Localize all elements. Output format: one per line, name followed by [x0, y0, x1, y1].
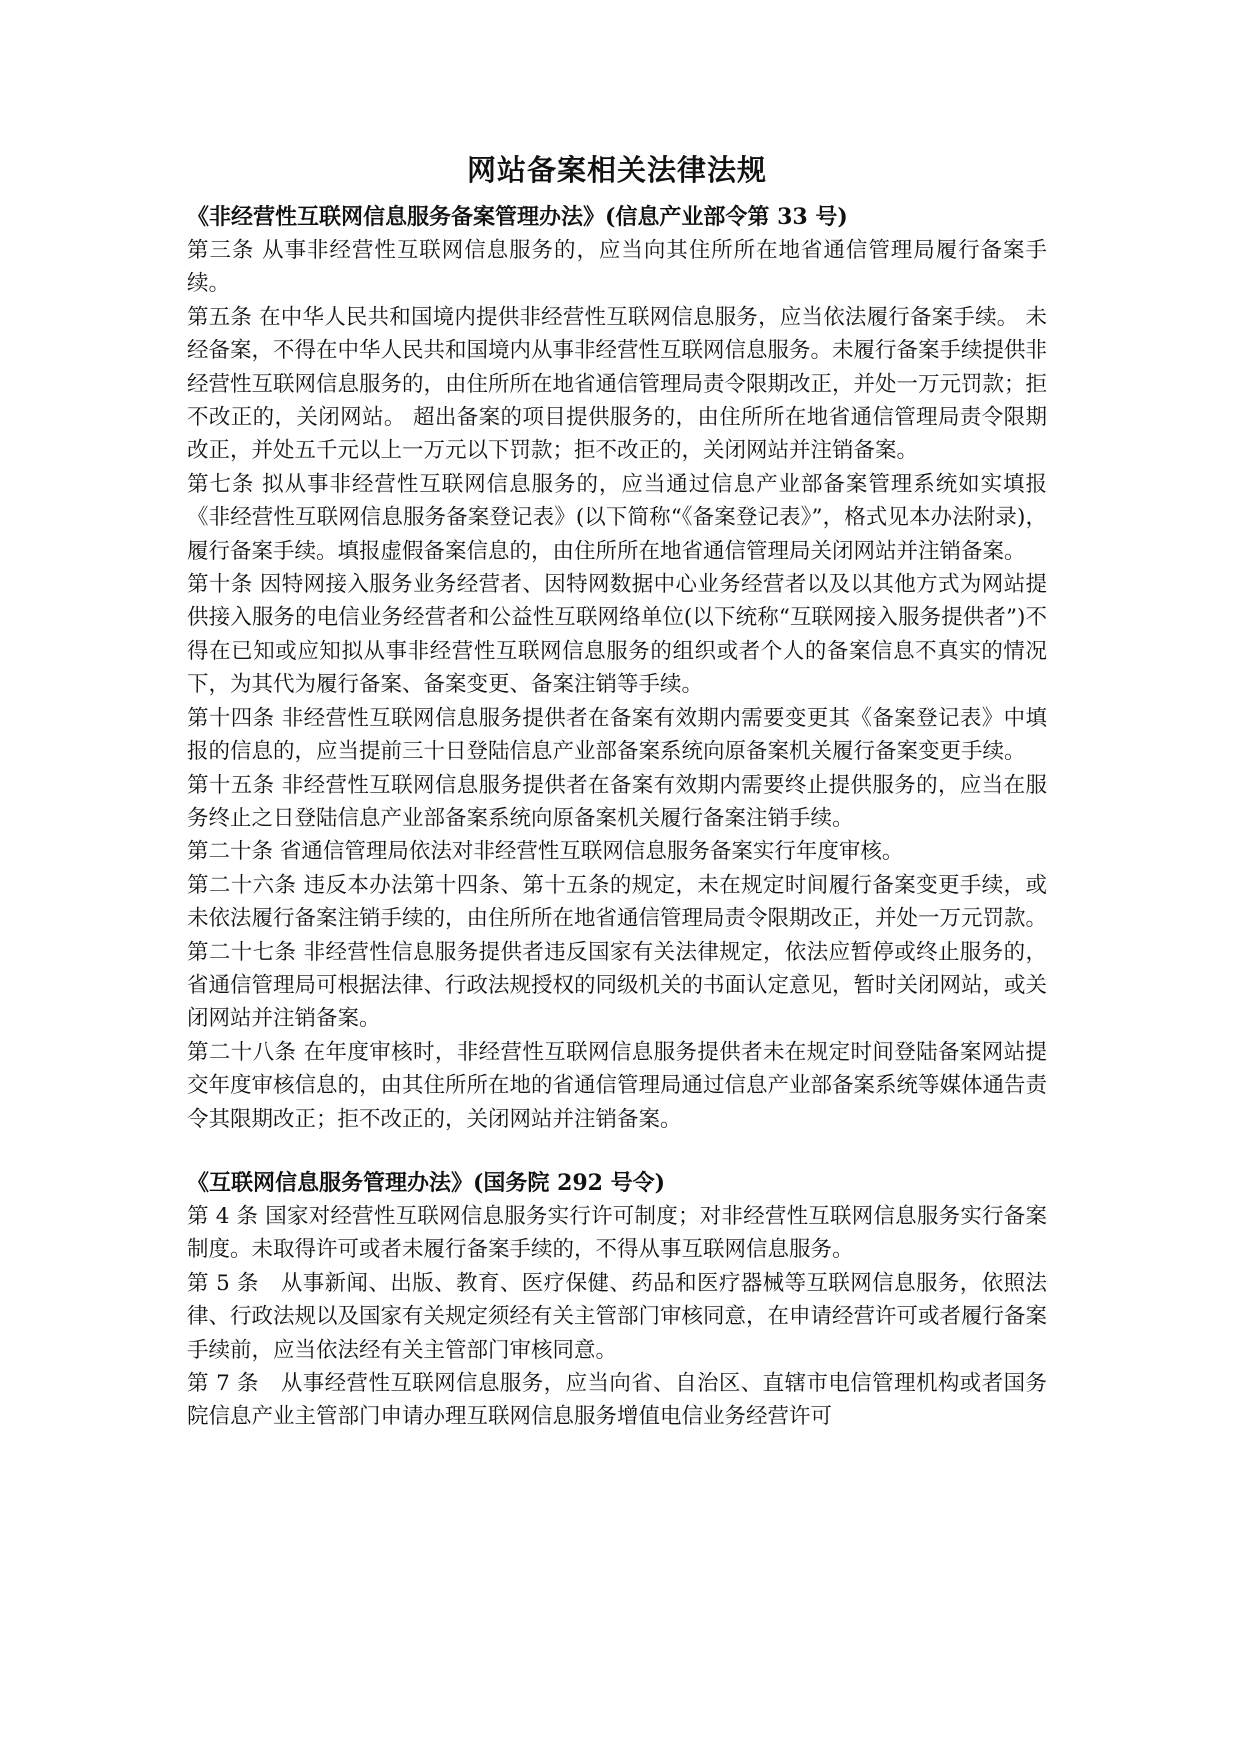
section-heading: 《互联网信息服务管理办法》(国务院 292 号令) [187, 1169, 666, 1196]
article-27: 第二十七条 非经营性信息服务提供者违反国家有关法律规定，依法应暂停或终止服务的，省通信管理局可根据法律、行政法规授权的同级机关的书面认定意见，暂时关闭网站，或关闭网站并注销备案。 [187, 939, 1048, 1032]
document-page [187, 150, 1047, 1434]
section-filing-measures [187, 200, 1047, 1136]
section-heading: 《非经营性互联网信息服务备案管理办法》(信息产业部令第 33 号) [187, 204, 848, 230]
article-4: 第 4 条 国家对经营性互联网信息服务实行许可制度；对非经营性互联网信息服务实行备案制度。未取得许可或者未履行备案手续的，不得从事互联网信息服务。 [187, 1203, 1047, 1263]
article-3: 第三条 从事非经营性互联网信息服务的，应当向其住所所在地省通信管理局履行备案手续。 [187, 238, 1047, 297]
section-spacer [187, 1136, 1047, 1166]
article-20: 第二十条 省通信管理局依法对非经营性互联网信息服务备案实行年度审核。 [187, 839, 904, 865]
article-15: 第十五条 非经营性互联网信息服务提供者在备案有效期内需要终止提供服务的，应当在服务终止之日登陆信息产业部备案系统向原备案机关履行备案注销手续。 [187, 772, 1047, 831]
article-7: 第 7 条 从事经营性互联网信息服务，应当向省、自治区、直辖市电信管理机构或者国务院信息产业主管部门申请办理互联网信息服务增值电信业务经营许可 [187, 1371, 1047, 1430]
section-internet-info-service-measures [187, 1166, 1047, 1434]
article-26: 第二十六条 违反本办法第十四条、第十五条的规定，未在规定时间履行备案变更手续，或未依法履行备案注销手续的，由住所所在地省通信管理局责令限期改正，并处一万元罚款。 [187, 872, 1048, 932]
article-10: 第十条 因特网接入服务业务经营者、因特网数据中心业务经营者以及以其他方式为网站提供接入服务的电信业务经营者和公益性互联网络单位(以下统称“互联网接入服务提供者”)不得在已知或应知拟从事非经营性互联网信息服务的组织或者个人的备案信息不真实的情况下，为其代为履行备案、备案变更、备案注销等手续。 [187, 572, 1047, 698]
article-28: 第二十八条 在年度审核时，非经营性互联网信息服务提供者未在规定时间登陆备案网站提交年度审核信息的，由其住所所在地的省通信管理局通过信息产业部备案系统等媒体通告责令其限期改正；拒不改正的，关闭网站并注销备案。 [187, 1039, 1048, 1132]
document-title: 网站备案相关法律法规 [466, 153, 767, 187]
article-5: 第五条 在中华人民共和国境内提供非经营性互联网信息服务，应当依法履行备案手续。 未经备案，不得在中华人民共和国境内从事非经营性互联网信息服务。未履行备案手续提供非经营性互联网信息服务的，由住所所在地省通信管理局责令限期改正，并处一万元罚款；拒不改正的，关闭网站。 超出备案的项目提供服务的，由住所所在地省通信管理局责令限期改正，并处五千元以上一万元以下罚款；拒不改正的，关闭网站并注销备案。 [187, 304, 1048, 464]
article-5: 第 5 条 从事新闻、出版、教育、医疗保健、药品和医疗器械等互联网信息服务，依照法律、行政法规以及国家有关规定须经有关主管部门审核同意，在申请经营许可或者履行备案手续前，应当依法经有关主管部门审核同意。 [187, 1270, 1048, 1363]
article-7: 第七条 拟从事非经营性互联网信息服务的，应当通过信息产业部备案管理系统如实填报《非经营性互联网信息服务备案登记表》(以下简称“《备案登记表》”，格式见本办法附录)，履行备案手续。填报虚假备案信息的，由住所所在地省通信管理局关闭网站并注销备案。 [187, 471, 1047, 564]
article-14: 第十四条 非经营性互联网信息服务提供者在备案有效期内需要变更其《备案登记表》中填报的信息的，应当提前三十日登陆信息产业部备案系统向原备案机关履行备案变更手续。 [187, 705, 1047, 765]
